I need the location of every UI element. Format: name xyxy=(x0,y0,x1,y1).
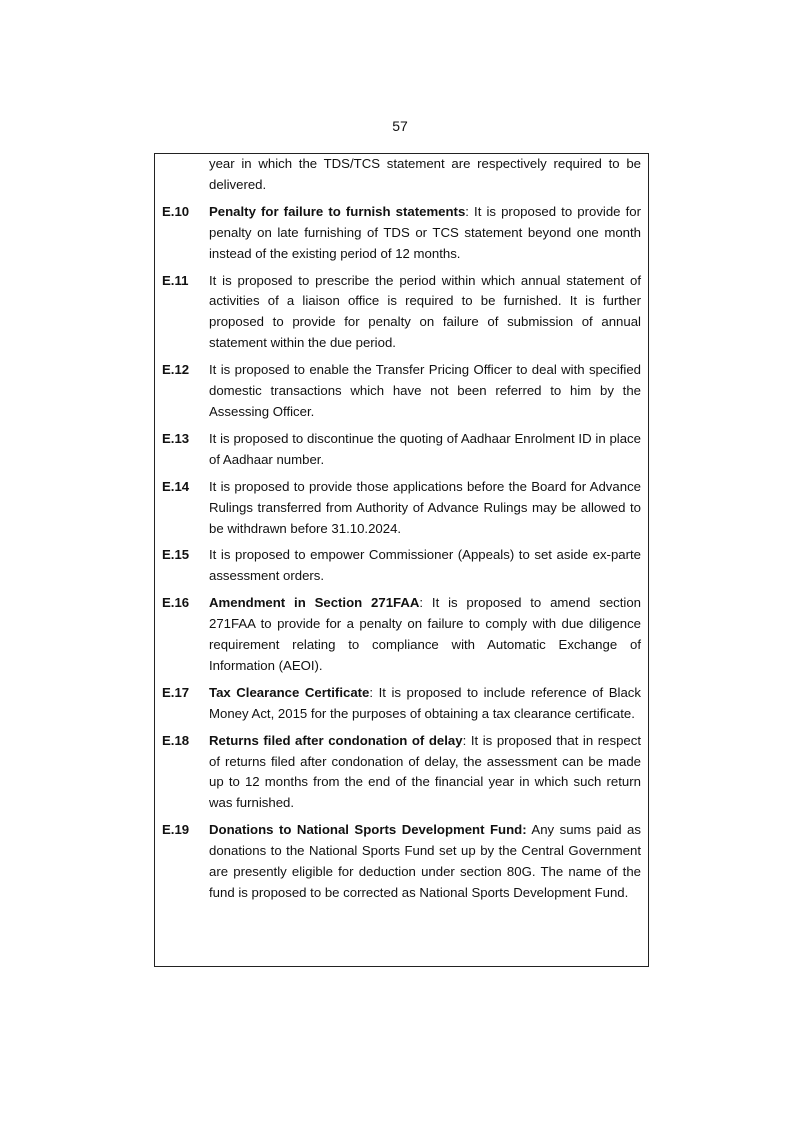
item-heading: Donations to National Sports Development Fund: xyxy=(209,822,527,838)
item-body: It is proposed to include reference of Black Money Act, 2015 for the purposes of obtaining a tax clearance certificate. xyxy=(209,684,641,721)
proposal-item-e11 xyxy=(155,271,648,355)
item-body: It is proposed to amend section 271FAA to provide for a penalty on failure to comply with due diligence requirement relating to compliance with Automatic Exchange of Information (AEOI). xyxy=(209,595,642,673)
proposal-item-e14 xyxy=(155,477,648,540)
item-heading: Returns filed after condonation of delay xyxy=(209,732,463,748)
item-body: It is proposed to empower Commissioner (Appeals) to set aside ex-parte assessment orders. xyxy=(209,547,641,584)
item-number: E.15 xyxy=(162,547,190,563)
proposal-item-e15 xyxy=(155,545,648,587)
item-body: It is proposed that in respect of returns filed after condonation of delay, the assessment can be made up to 12 months from the end of the financial year in which such return was furnished. xyxy=(209,732,641,811)
item-heading: Amendment in Section 271FAA xyxy=(209,595,420,611)
proposal-item-e17: E.17 Tax Clearance Certificate: It is proposed to include reference of Black Money Act, 2015 for the purposes of obtaining a tax clearance certificate. xyxy=(155,683,648,725)
item-number: E.16 xyxy=(162,595,190,611)
item-body: Any sums paid as donations to the National Sports Fund set up by the Central Government are presently eligible for deduction under section 80G. The name of the fund is proposed to be corrected as National Sports Development Fund. xyxy=(209,822,641,900)
item-number: E.19 xyxy=(162,822,190,838)
proposal-item-e18: E.18 Returns filed after condonation of delay: It is proposed that in respect of returns filed after condonation of delay, the assessment can be made up to 12 months from the end of the financial year in which such return was furnished. xyxy=(155,731,648,815)
item-number: E.14 xyxy=(162,478,190,494)
item-body: It is proposed to discontinue the quoting of Aadhaar Enrolment ID in place of Aadhaar number. xyxy=(209,430,641,467)
continuation-item xyxy=(155,154,648,196)
proposal-item-e13 xyxy=(155,429,648,471)
continuation-text: year in which the TDS/TCS statement are respectively required to be delivered. xyxy=(209,156,641,192)
item-number: E.10 xyxy=(162,203,190,219)
item-number: E.18 xyxy=(162,732,190,748)
item-heading: Tax Clearance Certificate xyxy=(209,684,370,700)
page-number: 57 xyxy=(392,118,408,134)
item-number: E.11 xyxy=(162,272,189,288)
item-body: It is proposed to prescribe the period within which annual statement of activities of a liaison office is required to be furnished. It is further proposed to provide for penalty on failure of submission of annual statement within the due period. xyxy=(209,272,641,351)
item-body: It is proposed to provide for penalty on late furnishing of TDS or TCS statement beyond one month instead of the existing period of 12 months. xyxy=(209,203,641,261)
proposal-item-e16: E.16 Amendment in Section 271FAA: It is proposed to amend section 271FAA to provide for a penalty on failure to comply with due diligence requirement relating to compliance with Automatic Exchange of Information (AEOI). xyxy=(155,593,648,677)
proposal-item-e12 xyxy=(155,360,648,423)
proposals-box xyxy=(154,153,649,967)
item-body: It is proposed to enable the Transfer Pricing Officer to deal with specified domestic transactions which have not been referred to him by the Assessing Officer. xyxy=(209,362,641,419)
item-number: E.12 xyxy=(162,362,190,378)
item-heading: Penalty for failure to furnish statements xyxy=(209,203,466,219)
proposal-item-e19 xyxy=(155,820,648,904)
item-number: E.13 xyxy=(162,430,190,446)
item-body: It is proposed to provide those applications before the Board for Advance Rulings transferred from Authority of Advance Rulings may be allowed to be withdrawn before 31.10.2024. xyxy=(209,478,641,536)
proposal-item-e10: E.10 Penalty for failure to furnish statements: It is proposed to provide for penalty on late furnishing of TDS or TCS statement beyond one month instead of the existing period of 12 months. xyxy=(155,202,648,265)
item-number: E.17 xyxy=(162,684,190,700)
